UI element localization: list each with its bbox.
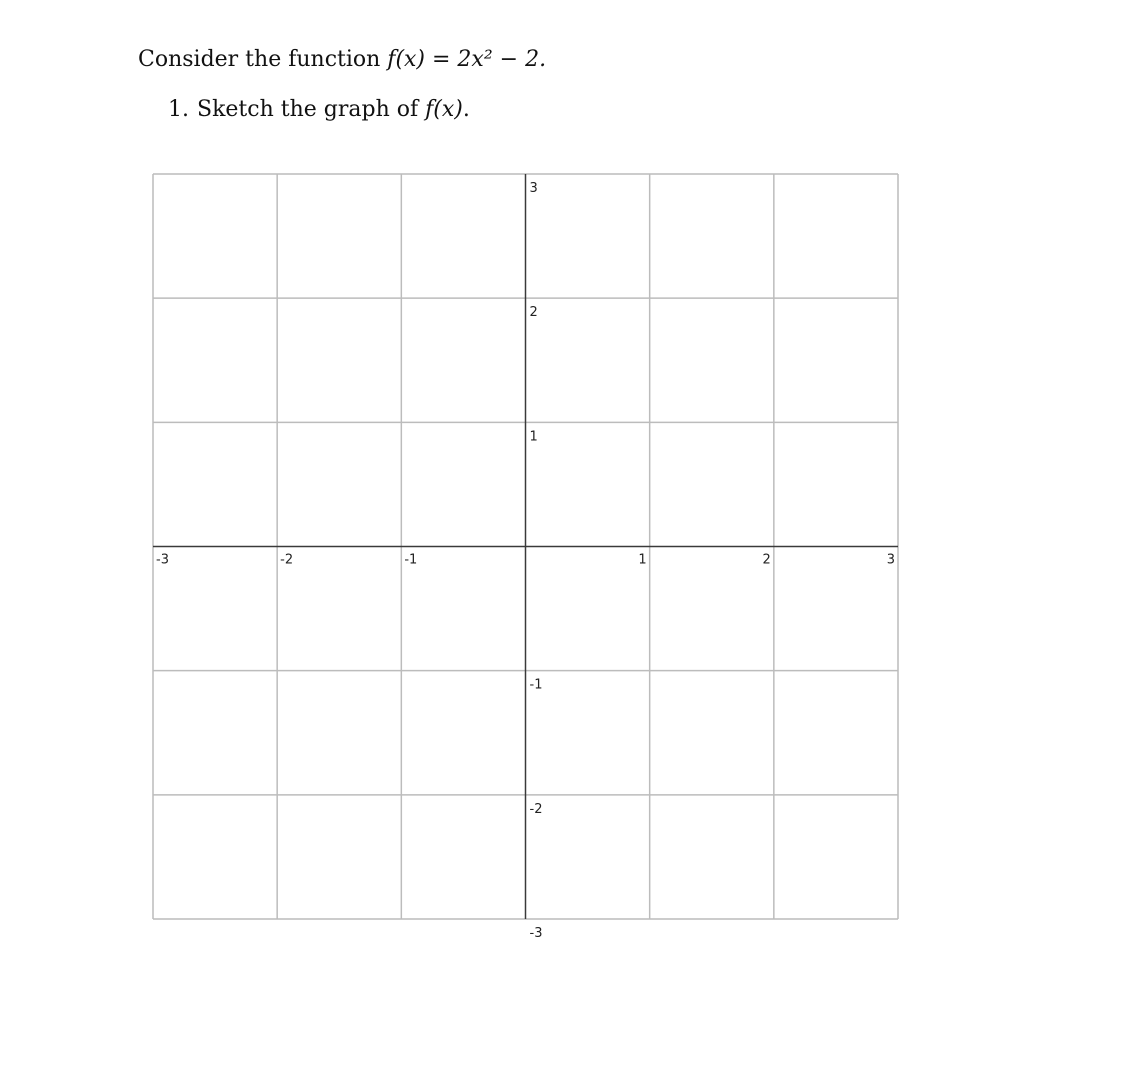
y-tick-label: -3 [529,926,543,941]
x-tick-label: 1 [638,552,647,568]
question-suffix: . [462,97,470,122]
x-tick-label: 3 [886,552,895,568]
x-tick-label: -2 [280,552,294,568]
intro-prefix: Consider the function [138,47,388,72]
question-number: 1. [168,97,189,122]
x-tick-label: 2 [762,552,771,568]
y-tick-label: 2 [529,305,538,321]
x-tick-label: -3 [156,552,169,568]
function-expression: f(x) = 2x² − 2. [387,47,547,72]
question-text: Sketch the graph of [197,97,426,122]
y-tick-label: -1 [529,677,543,693]
x-tick-label: -1 [404,552,418,568]
y-tick-label: -2 [529,801,543,817]
y-tick-label: 1 [529,429,538,445]
y-tick-label: 3 [529,181,538,196]
question-math: f(x) [425,97,463,122]
